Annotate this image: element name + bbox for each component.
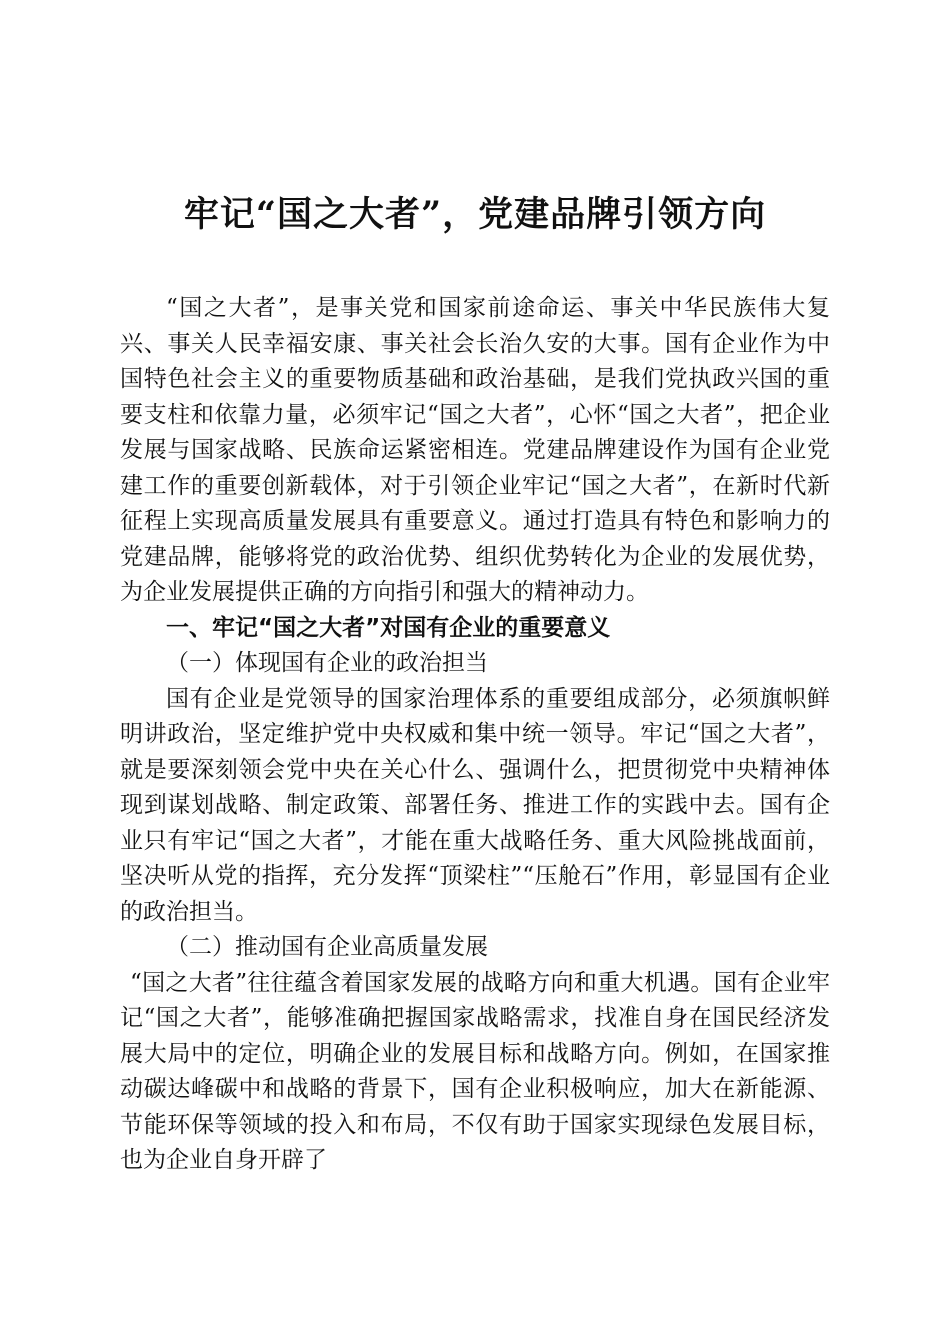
document-body xyxy=(120,291,830,1179)
section-heading-1: 一、牢记“国之大者”对国有企业的重要意义 xyxy=(166,614,611,641)
document-title: 牢记“国之大者”，党建品牌引领方向 xyxy=(183,194,767,235)
subsection-2-paragraph: “国之大者”往往蕴含着国家发展的战略方向和重大机遇。国有企业牢记“国之大者”，能够准确把握国家战略需求，找准自身在国民经济发展大局中的定位，明确企业的发展目标和战略方向。例如，在国家推动碳达峰碳中和战略的背景下，国有企业积极响应，加大在新能源、节能环保等领域的投入和布局，不仅有助于国家实现绿色发展目标，也为企业自身开辟了 xyxy=(120,969,830,1173)
subsection-1-paragraph: 国有企业是党领导的国家治理体系的重要组成部分，必须旗帜鲜明讲政治，坚定维护党中央权威和集中统一领导。牢记“国之大者”，就是要深刻领会党中央在关心什么、强调什么，把贯彻党中央精神体现到谋划战略、制定政策、部署任务、推进工作的实践中去。国有企业只有牢记“国之大者”，才能在重大战略任务、重大风险挑战面前，坚决听从党的指挥，充分发挥“顶梁柱”“压舱石”作用，彰显国有企业的政治担当。 xyxy=(120,685,830,925)
subsection-heading-1: （一）体现国有企业的政治担当 xyxy=(166,650,488,676)
intro-paragraph: “国之大者”，是事关党和国家前途命运、事关中华民族伟大复兴、事关人民幸福安康、事关社会长治久安的大事。国有企业作为中国特色社会主义的重要物质基础和政治基础，是我们党执政兴国的重要支柱和依靠力量，必须牢记“国之大者”，心怀“国之大者”，把企业发展与国家战略、民族命运紧密相连。党建品牌建设作为国有企业党建工作的重要创新载体，对于引领企业牢记“国之大者”，在新时代新征程上实现高质量发展具有重要意义。通过打造具有特色和影响力的党建品牌，能够将党的政治优势、组织优势转化为企业的发展优势，为企业发展提供正确的方向指引和强大的精神动力。 xyxy=(120,295,830,605)
subsection-heading-2: （二）推动国有企业高质量发展 xyxy=(166,934,488,960)
